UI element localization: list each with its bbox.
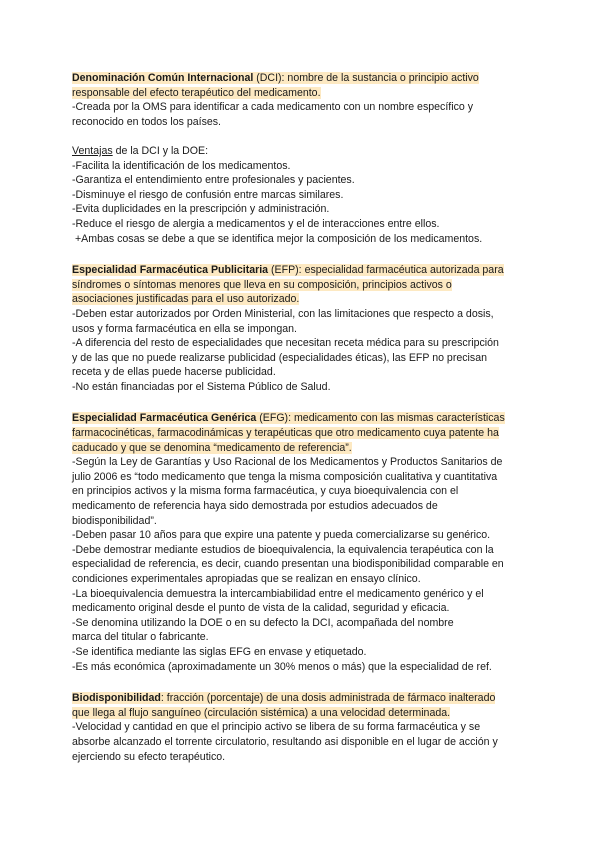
definition-text: (EFG): medicamento con las mismas características [256, 412, 505, 425]
section-dci [72, 71, 540, 246]
definition-line [72, 706, 540, 721]
definition-text: : fracción (porcentaje) de una dosis administrada de fármaco inalterado [160, 692, 496, 705]
term-heading: Especialidad Farmacéutica Genérica [72, 412, 257, 425]
body-line: -Debe demostrar mediante estudios de bioequivalencia, la equivalencia terapéutica con la [72, 543, 494, 556]
body-line: en principios activos y la misma forma farmacéutica, y cuya bioequivalencia con el [72, 485, 459, 498]
term-heading: Biodisponibilidad [72, 692, 161, 705]
definition-line [72, 86, 540, 101]
section-biodisponibilidad [72, 691, 540, 764]
term-heading: Denominación Común Internacional [72, 72, 254, 84]
body-line: medicamento original desde el punto de vista de la calidad, seguridad y eficacia. [72, 602, 450, 615]
body-line: ejerciendo su efecto terapéutico. [72, 750, 226, 763]
body-line: -La bioequivalencia demuestra la intercambiabilidad entre el medicamento genérico y el [72, 587, 484, 600]
list-item: -Reduce el riesgo de alergia a medicamentos y el de interacciones entre ellos. [72, 217, 440, 230]
body-line: reconocido en todos los países. [72, 115, 221, 128]
definition-line [72, 263, 540, 278]
body-line: -Se identifica mediante las siglas EFG en envase y etiquetado. [72, 645, 367, 658]
body-line: receta y de ellas puede hacerse publicidad. [72, 366, 276, 379]
body-line: -Deben pasar 10 años para que expire una patente y pueda comercializarse su genérico. [72, 529, 491, 542]
definition-line [72, 691, 540, 706]
spacer [72, 129, 540, 144]
section-efp [72, 263, 540, 394]
body-line: julio 2006 es “todo medicamento que tenga la misma composición cualitativa y cuantitativa [72, 470, 498, 483]
body-line: marca del titular o fabricante. [72, 631, 209, 644]
definition-line [72, 278, 540, 293]
body-line: -Creada por la OMS para identificar a cada medicamento con un nombre específico y [72, 101, 474, 114]
definition-text: caducado y que se denomina “medicamento de referencia”. [72, 441, 352, 454]
definition-text: que llega al flujo sanguíneo (circulación sistémica) a una velocidad determinada. [72, 706, 451, 719]
definition-line [72, 411, 540, 426]
subheading [72, 144, 540, 159]
definition-text: síndromes o síntomas menores que lleva en su composición, principios activos o [72, 278, 452, 291]
definition-line [72, 426, 540, 441]
definition-line [72, 292, 540, 307]
definition-text: responsable del efecto terapéutico del medicamento. [72, 86, 321, 99]
definition-text: farmacocinéticas, farmacodinámicas y terapéuticas que otro medicamento cuya patente ha [72, 427, 499, 440]
highlighted-definition [72, 692, 495, 704]
highlighted-definition [72, 72, 479, 84]
body-line: biodisponibilidad”. [72, 514, 157, 527]
body-line: -No están financiadas por el Sistema Público de Salud. [72, 380, 331, 393]
body-line: medicamento de referencia haya sido demostrada por estudios adecuados de [72, 500, 438, 513]
body-line: condiciones experimentales apropiadas que se realizan en ensayo clínico. [72, 573, 421, 585]
body-line: -Es más económica (aproximadamente un 30% menos o más) que la especialidad de ref. [72, 660, 492, 673]
definition-line [72, 441, 540, 456]
definition-line [72, 71, 540, 86]
body-line: -Se denomina utilizando la DOE o en su defecto la DCI, acompañada del nombre [72, 616, 454, 629]
body-line: absorbe alcanzado el torrente circulatorio, resultando asi disponible en el lugar de acción y [72, 735, 498, 748]
body-line: -Velocidad y cantidad en que el principio activo se libera de su forma farmacéutica y se [72, 721, 481, 734]
body-line: especialidad de referencia, es decir, cuando presentan una biodisponibilidad comparable en [72, 558, 504, 571]
section-efg [72, 411, 540, 674]
highlighted-definition [72, 264, 504, 276]
subheading-underlined: Ventajas [72, 144, 113, 157]
body-line: usos y forma farmacéutica en ella se impongan. [72, 322, 297, 335]
highlighted-definition [72, 412, 505, 424]
list-item: -Garantiza el entendimiento entre profesionales y pacientes. [72, 174, 355, 187]
definition-text: (DCI): nombre de la sustancia o principio activo [253, 72, 479, 84]
list-item: -Facilita la identificación de los medicamentos. [72, 159, 291, 172]
list-item: -Disminuye el riesgo de confusión entre marcas similares. [72, 188, 344, 201]
term-heading: Especialidad Farmacéutica Publicitaria [72, 264, 269, 277]
body-line: -A diferencia del resto de especialidades que necesitan receta médica para su prescripción [72, 337, 499, 350]
definition-text: (EFP): especialidad farmacéutica autorizada para [268, 264, 504, 277]
definition-text: asociaciones justificadas para el uso autorizado. [72, 293, 300, 306]
list-item: -Evita duplicidades en la prescripción y administración. [72, 203, 330, 216]
body-line: -Deben estar autorizados por Orden Ministerial, con las limitaciones que respecto a dosis, [72, 307, 494, 320]
body-line: y de las que no puede realizarse publicidad (especialidades éticas), las EFP no precisan [72, 351, 487, 364]
subheading-rest: de la DCI y la DOE: [112, 144, 209, 157]
list-item: +Ambas cosas se debe a que se identifica mejor la composición de los medicamentos. [75, 232, 483, 245]
body-line: -Según la Ley de Garantías y Uso Racional de los Medicamentos y Productos Sanitarios de [72, 456, 503, 469]
